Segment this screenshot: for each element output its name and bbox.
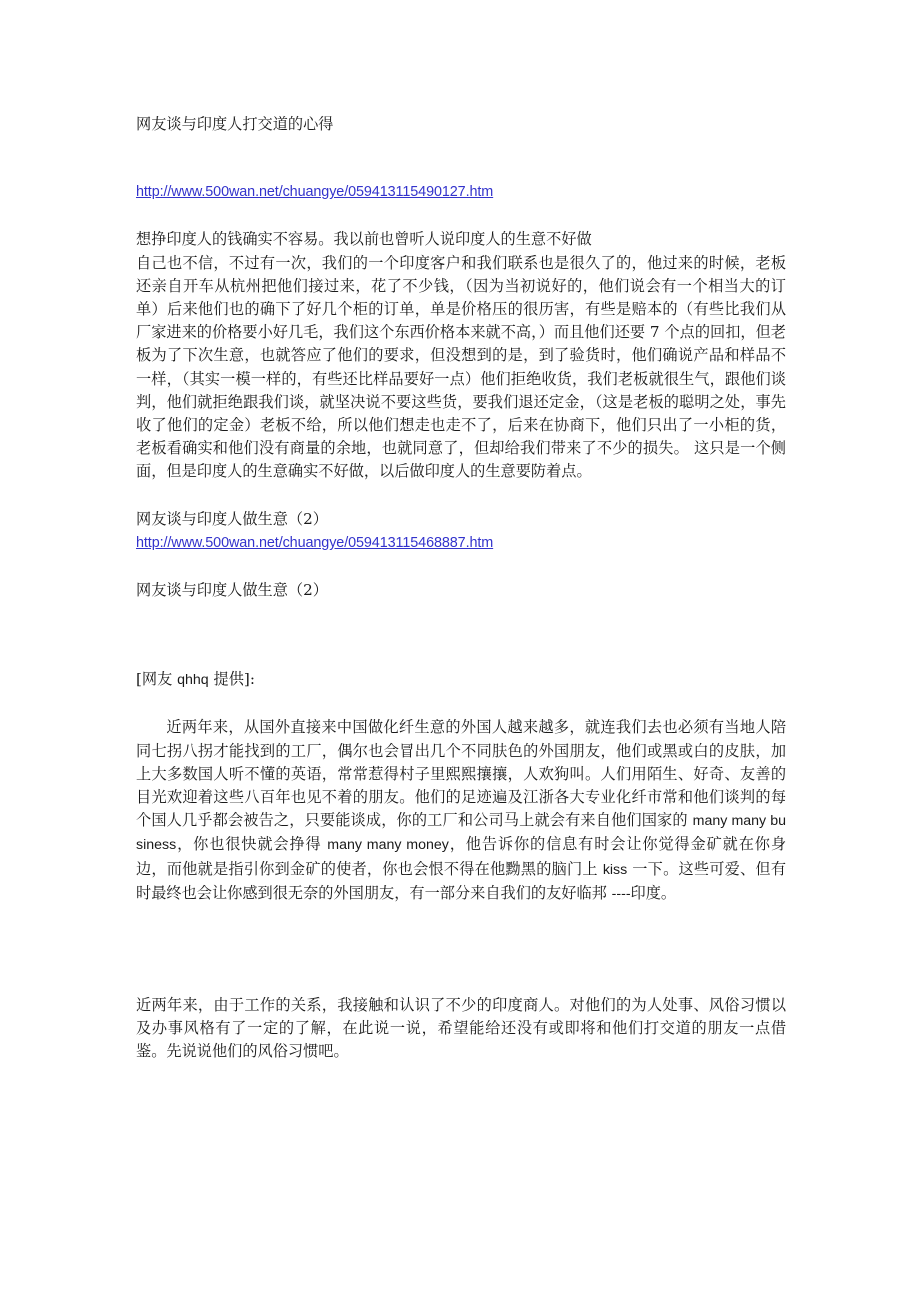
article-heading-2: 网友谈与印度人做生意（2）	[136, 509, 328, 528]
body-2-part-c: ，他告诉你的信息有时会让你觉得金矿就在你身边，而他就是指引你到金矿的使者，你也会恨不得在他黝黑的脑门上	[136, 835, 787, 878]
spacer	[136, 906, 786, 994]
spacer	[136, 555, 786, 579]
document-content	[136, 113, 786, 1064]
body-1-number: 7	[649, 323, 660, 342]
article-body-3: 近两年来，由于工作的关系，我接触和认识了不少的印度商人。对他们的为人处事、风俗习惯以及办事风格有了一定的了解，在此说一说，希望能给还没有或即将和他们打交道的朋友一点借鉴。先说说他们的风俗习惯吧。	[136, 996, 786, 1061]
body-2-part-b: ，你也很快就会挣得	[176, 835, 328, 854]
body-2-latin-money: many many money	[327, 837, 449, 854]
attribution-suffix: 提供]:	[208, 670, 255, 689]
body-1-part-a: 自己也不信，不过有一次，我们的一个印度客户和我们联系也是很久了的，他过来的时候，老板还亲自开车从杭州把他们接过来，花了不少钱，（因为当初说好的，他们说会有一个相当大的订单）后来他们也的确下了好几个柜的订单，单是价格压的很历害，有些是赔本的（有些比我们从厂家进来的价格要小好几毛，我们这个东西价格本来就不高，）而且他们还要	[136, 253, 786, 342]
spacer	[136, 602, 786, 668]
article-heading-1: 网友谈与印度人打交道的心得	[136, 115, 334, 133]
body-2-dash: ----	[611, 885, 631, 902]
spacer	[136, 136, 786, 180]
spacer	[136, 484, 786, 508]
article-link-2-row	[136, 531, 786, 555]
body-2-part-a: 近两年来，从国外直接来中国做化纤生意的外国人越来越多，就连我们去也必须有当地人陪同七拐八拐才能找到的工厂，偶尔也会冒出几个不同肤色的外国朋友，他们或黑或白的皮肤，加上大多数国人听不懂的英语，常常惹得村子里熙熙攘攘，人欢狗叫。人们用陌生、好奇、友善的目光欢迎着这些八百年也见不着的朋友。他们的足迹遍及江浙各大专业化纤市常和他们谈判的每个国人几乎都会被告之，只要能谈成，你的工厂和公司马上就会有来自他们国家的	[136, 718, 786, 830]
body-2-part-d: 一下。这些可爱、但有时最终也会让你感到很无奈的外国朋友，有一部分来自我们的友好临邦	[136, 859, 787, 902]
article-body-2	[136, 716, 786, 906]
article-body-1-lead: 想挣印度人的钱确实不容易。我以前也曾听人说印度人的生意不好做	[136, 230, 592, 249]
body-2-latin-kiss: kiss	[602, 861, 628, 878]
attribution-prefix: [网友	[136, 670, 178, 689]
attribution-username: qhhq	[177, 672, 209, 689]
article-attribution	[136, 668, 786, 692]
article-link-1[interactable]: http://www.500wan.net/chuangye/059413115490127.htm	[136, 184, 494, 201]
spacer	[136, 204, 786, 228]
spacer	[136, 692, 786, 716]
body-2-latin-business: many many business	[136, 813, 786, 854]
article-link-1-row	[136, 180, 786, 204]
article-link-2[interactable]: http://www.500wan.net/chuangye/059413115468887.htm	[136, 534, 494, 551]
article-heading-3: 网友谈与印度人做生意（2）	[136, 581, 328, 600]
body-1-part-b: 个点的回扣，但老板为了下次生意，也就答应了他们的要求，但没想到的是，到了验货时，他们确说产品和样品不一样，（其实一模一样的，有些还比样品要好一点）他们拒绝收货，我们老板就很生气，跟他们谈判，他们就拒绝跟我们谈，就坚决说不要这些货，要我们退还定金，（这是老板的聪明之处，事先收了他们的定金）老板不给，所以他们想走也走不了，后来在协商下，他们只出了一小柜的货，老板看确实和他们没有商量的余地，也就同意了，但却给我们带来了不少的损失。 这只是一个侧面，但是印度人的生意确实不好做，以后做印度人的生意要防着点。	[136, 323, 786, 481]
body-2-part-e: 印度。	[630, 883, 677, 902]
article-body-1	[136, 252, 786, 484]
